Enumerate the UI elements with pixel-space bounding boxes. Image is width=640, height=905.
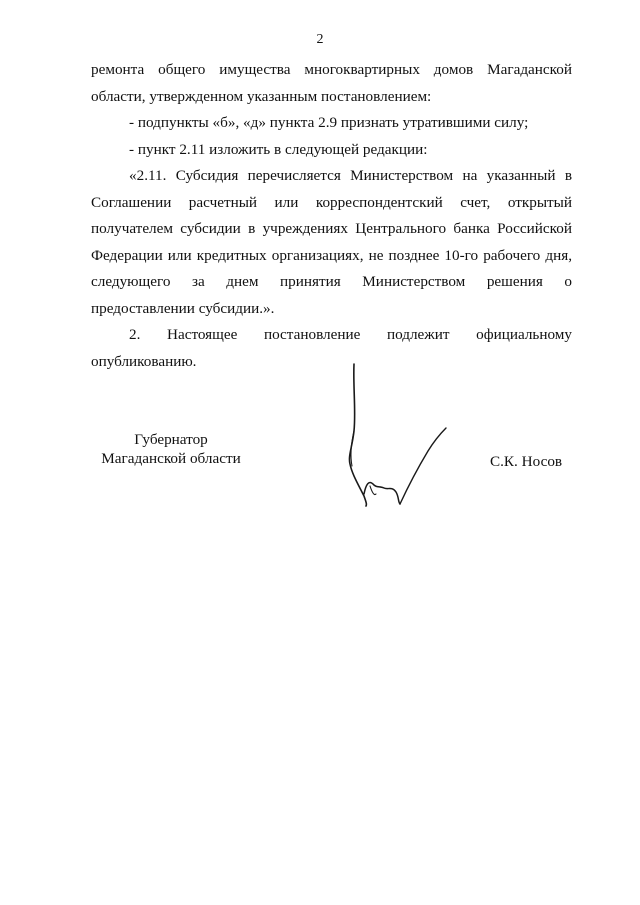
- paragraph-clause-2-11-text: «2.11. Субсидия перечисляется Министерством на указанный в Соглашении расчетный или корреспондентский счет, открытый получателем субсидии в учреждениях Центрального банка Российской Федерации или кредитных организациях, не позднее 10-го рабочего дня, следующего за днем принятия Министерством решения о предоставлении субсидии.».: [91, 167, 572, 317]
- paragraph-clause-2-11-intro: - пункт 2.11 изложить в следующей редакции:: [129, 140, 428, 158]
- signatory-title-line2: Магаданской области: [101, 450, 241, 467]
- page-number: 2: [316, 32, 324, 47]
- paragraph-publication-line1: 2. Настоящее постановление подлежит официальному: [129, 326, 572, 343]
- handwritten-signature: [336, 356, 456, 512]
- paragraph-repair-clause: ремонта общего имущества многоквартирных домов Магаданской области, утвержденном указанным постановлением:: [91, 61, 572, 105]
- signatory-title: [91, 430, 251, 468]
- paragraph-subclauses-void: - подпункты «б», «д» пункта 2.9 признать утратившими силу;: [129, 114, 529, 131]
- signatory-name: С.К. Носов: [490, 453, 563, 470]
- paragraph-publication-line2: опубликованию.: [91, 352, 197, 370]
- document-body: [91, 57, 572, 375]
- signatory-title-line1: Губернатор: [134, 431, 208, 448]
